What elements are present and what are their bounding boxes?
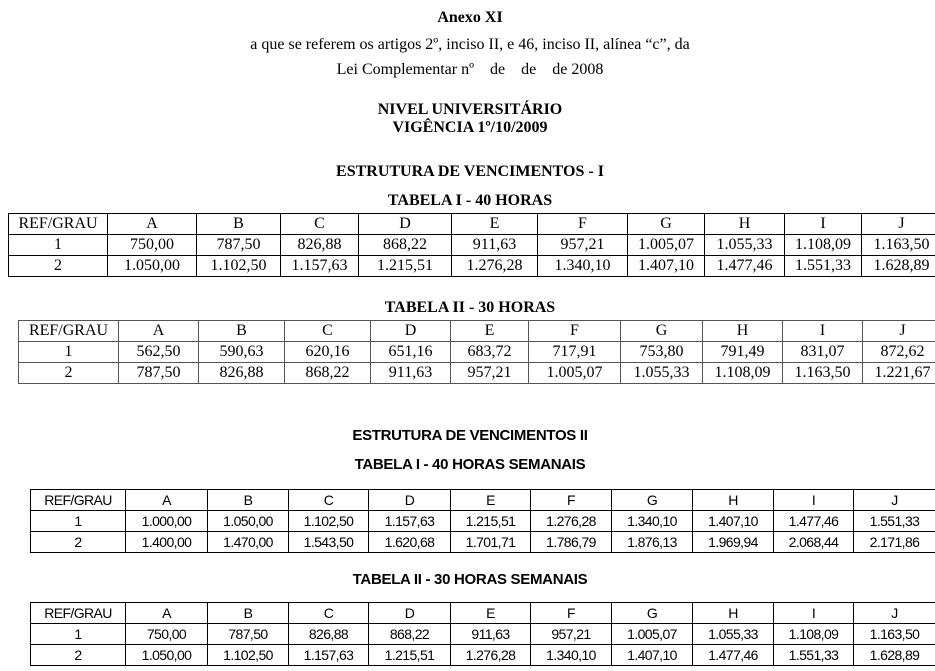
salary-cell: 683,72 (451, 342, 529, 363)
table-1-title: TABELA I - 40 HORAS (387, 192, 553, 209)
column-header: G (612, 490, 693, 511)
salary-cell: 831,07 (783, 342, 863, 363)
salary-cell: 1.477,46 (774, 511, 854, 532)
column-header: D (369, 603, 451, 624)
salary-cell: 911,63 (452, 235, 538, 256)
ref-cell: 2 (19, 363, 119, 384)
salary-table-2-30h (30, 602, 935, 666)
ref-cell: 2 (31, 645, 126, 666)
salary-cell: 651,16 (371, 342, 451, 363)
salary-cell: 1.215,51 (359, 256, 452, 277)
salary-cell: 868,22 (285, 363, 371, 384)
salary-cell: 1.477,46 (705, 256, 785, 277)
salary-cell: 1.163,50 (854, 624, 935, 645)
column-header: A (119, 321, 199, 342)
salary-cell: 1.055,33 (621, 363, 703, 384)
column-header: E (451, 490, 531, 511)
column-header: G (612, 603, 693, 624)
ref-cell: 2 (31, 532, 126, 553)
salary-cell: 1.055,33 (693, 624, 774, 645)
salary-cell: 1.340,10 (538, 256, 628, 277)
column-header: H (703, 321, 783, 342)
salary-cell: 1.102,50 (289, 511, 369, 532)
table-row (31, 511, 935, 532)
salary-cell: 1.551,33 (854, 511, 935, 532)
salary-cell: 750,00 (126, 624, 208, 645)
salary-cell: 1.005,07 (612, 624, 693, 645)
salary-cell: 787,50 (119, 363, 199, 384)
table-row (19, 363, 935, 384)
column-header: B (208, 603, 289, 624)
column-header: J (862, 214, 935, 235)
column-header: J (854, 603, 935, 624)
column-header: D (359, 214, 452, 235)
column-header: J (854, 490, 935, 511)
salary-cell: 1.340,10 (612, 511, 693, 532)
level-heading: NIVEL UNIVERSITÁRIO (377, 101, 563, 118)
table-row (9, 256, 935, 277)
salary-cell: 868,22 (369, 624, 451, 645)
table-row (31, 624, 935, 645)
column-header: H (693, 603, 774, 624)
column-header: C (289, 490, 369, 511)
ref-cell: 1 (9, 235, 108, 256)
header-row (19, 321, 935, 342)
salary-cell: 1.055,33 (705, 235, 785, 256)
salary-cell: 1.400,00 (126, 532, 208, 553)
salary-cell: 1.157,63 (281, 256, 359, 277)
column-header: REF/GRAU (9, 214, 108, 235)
column-header: A (126, 490, 208, 511)
salary-cell: 1.215,51 (369, 645, 451, 666)
table-2-title: TABELA II - 30 HORAS (384, 299, 556, 316)
salary-table-1-40h (8, 213, 935, 277)
column-header: REF/GRAU (19, 321, 119, 342)
salary-cell: 1.628,89 (854, 645, 935, 666)
salary-table-2-40h (30, 489, 935, 553)
validity-heading: VIGÊNCIA 1º/10/2009 (392, 119, 548, 136)
header-row (31, 490, 935, 511)
section-2-title: ESTRUTURA DE VENCIMENTOS II (352, 427, 588, 444)
column-header: REF/GRAU (31, 603, 126, 624)
column-header: A (126, 603, 208, 624)
ref-cell: 1 (19, 342, 119, 363)
salary-cell: 826,88 (289, 624, 369, 645)
salary-cell: 1.340,10 (531, 645, 612, 666)
column-header: J (863, 321, 935, 342)
salary-cell: 1.543,50 (289, 532, 369, 553)
column-header: F (531, 490, 612, 511)
column-header: I (774, 490, 854, 511)
salary-cell: 1.276,28 (452, 256, 538, 277)
column-header: REF/GRAU (31, 490, 126, 511)
salary-cell: 1.407,10 (693, 511, 774, 532)
header-row (9, 214, 935, 235)
column-header: D (369, 490, 451, 511)
column-header: B (199, 321, 285, 342)
column-header: F (538, 214, 628, 235)
salary-cell: 911,63 (451, 624, 531, 645)
salary-cell: 1.102,50 (197, 256, 281, 277)
salary-cell: 1.102,50 (208, 645, 289, 666)
salary-cell: 750,00 (108, 235, 197, 256)
section-1-title: ESTRUTURA DE VENCIMENTOS - I (336, 163, 604, 180)
salary-cell: 1.157,63 (369, 511, 451, 532)
salary-cell: 1.276,28 (451, 645, 531, 666)
law-reference: Lei Complementar nº de de de 2008 (336, 61, 604, 78)
table-row (19, 342, 935, 363)
salary-cell: 1.407,10 (628, 256, 705, 277)
column-header: A (108, 214, 197, 235)
salary-cell: 787,50 (208, 624, 289, 645)
salary-cell: 787,50 (197, 235, 281, 256)
salary-cell: 1.050,00 (208, 511, 289, 532)
salary-cell: 620,16 (285, 342, 371, 363)
salary-cell: 1.157,63 (289, 645, 369, 666)
column-header: C (285, 321, 371, 342)
annex-reference: a que se referem os artigos 2º, inciso II, e 46, inciso II, alínea “c”, da (250, 36, 690, 53)
salary-table-1-30h (18, 320, 935, 384)
column-header: E (451, 603, 531, 624)
table-3-title: TABELA I - 40 HORAS SEMANAIS (354, 456, 586, 473)
table-4-title: TABELA II - 30 HORAS SEMANAIS (352, 571, 588, 588)
salary-cell: 791,49 (703, 342, 783, 363)
salary-cell: 868,22 (359, 235, 452, 256)
annex-title: Anexo XI (437, 9, 503, 26)
column-header: E (452, 214, 538, 235)
column-header: G (621, 321, 703, 342)
salary-cell: 1.786,79 (531, 532, 612, 553)
ref-cell: 1 (31, 624, 126, 645)
salary-cell: 717,91 (529, 342, 621, 363)
column-header: H (693, 490, 774, 511)
column-header: I (783, 321, 863, 342)
ref-cell: 1 (31, 511, 126, 532)
ref-cell: 2 (9, 256, 108, 277)
salary-cell: 1.163,50 (862, 235, 935, 256)
column-header: F (531, 603, 612, 624)
column-header: B (208, 490, 289, 511)
salary-cell: 2.171,86 (854, 532, 935, 553)
salary-cell: 590,63 (199, 342, 285, 363)
salary-cell: 562,50 (119, 342, 199, 363)
salary-cell: 1.005,07 (628, 235, 705, 256)
salary-cell: 1.050,00 (108, 256, 197, 277)
table-row (31, 645, 935, 666)
salary-cell: 1.876,13 (612, 532, 693, 553)
column-header: G (628, 214, 705, 235)
salary-cell: 826,88 (199, 363, 285, 384)
column-header: H (705, 214, 785, 235)
salary-cell: 1.628,89 (862, 256, 935, 277)
salary-cell: 1.551,33 (774, 645, 854, 666)
column-header: I (774, 603, 854, 624)
salary-cell: 1.969,94 (693, 532, 774, 553)
salary-cell: 872,62 (863, 342, 935, 363)
salary-cell: 1.000,00 (126, 511, 208, 532)
salary-cell: 1.108,09 (703, 363, 783, 384)
salary-cell: 1.108,09 (785, 235, 862, 256)
salary-cell: 1.050,00 (126, 645, 208, 666)
salary-cell: 1.215,51 (451, 511, 531, 532)
column-header: C (289, 603, 369, 624)
salary-cell: 1.407,10 (612, 645, 693, 666)
salary-cell: 957,21 (451, 363, 529, 384)
salary-cell: 1.221,67 (863, 363, 935, 384)
salary-cell: 753,80 (621, 342, 703, 363)
header-row (31, 603, 935, 624)
table-row (31, 532, 935, 553)
salary-cell: 1.005,07 (529, 363, 621, 384)
salary-cell: 957,21 (531, 624, 612, 645)
salary-cell: 1.701,71 (451, 532, 531, 553)
column-header: B (197, 214, 281, 235)
column-header: F (529, 321, 621, 342)
salary-cell: 1.620,68 (369, 532, 451, 553)
column-header: D (371, 321, 451, 342)
column-header: I (785, 214, 862, 235)
salary-cell: 2.068,44 (774, 532, 854, 553)
salary-cell: 826,88 (281, 235, 359, 256)
column-header: E (451, 321, 529, 342)
salary-cell: 1.551,33 (785, 256, 862, 277)
table-row (9, 235, 935, 256)
salary-cell: 1.470,00 (208, 532, 289, 553)
salary-cell: 1.276,28 (531, 511, 612, 532)
column-header: C (281, 214, 359, 235)
salary-cell: 911,63 (371, 363, 451, 384)
salary-cell: 957,21 (538, 235, 628, 256)
salary-cell: 1.163,50 (783, 363, 863, 384)
salary-cell: 1.477,46 (693, 645, 774, 666)
salary-cell: 1.108,09 (774, 624, 854, 645)
